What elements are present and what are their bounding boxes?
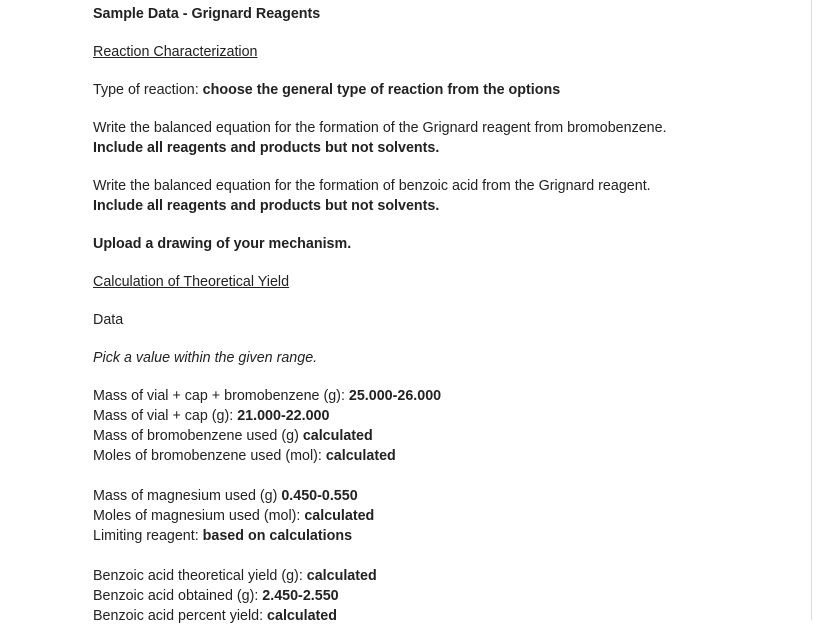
data-row: [93, 506, 793, 526]
benzoic-equation-instruction: Include all reagents and products but not solvents.: [93, 198, 440, 214]
data-row: [93, 486, 793, 506]
data-label: Benzoic acid theoretical yield (g):: [93, 568, 307, 584]
data-row: [93, 406, 793, 426]
data-row: [93, 586, 793, 606]
type-of-reaction-line: [93, 80, 793, 100]
data-row: [93, 526, 793, 546]
section-heading-yield: Calculation of Theoretical Yield: [93, 274, 290, 290]
data-label: Mass of vial + cap + bromobenzene (g):: [93, 388, 349, 404]
upload-mechanism-instruction: Upload a drawing of your mechanism.: [93, 236, 352, 252]
data-label: Benzoic acid obtained (g):: [93, 588, 263, 604]
data-row: [93, 606, 793, 626]
grignard-equation-prompt: Write the balanced equation for the formation of the Grignard reagent from bromobenzene.: [93, 120, 667, 136]
data-row: [93, 566, 793, 586]
data-label: Moles of bromobenzene used (mol):: [93, 448, 326, 464]
data-value: 0.450-0.550: [281, 488, 358, 504]
data-value: 21.000-22.000: [237, 408, 330, 424]
data-value: calculated: [302, 428, 373, 444]
bromobenzene-data-block: [93, 386, 793, 466]
data-value: 2.450-2.550: [262, 588, 339, 604]
type-of-reaction-label: Type of reaction:: [93, 82, 203, 98]
data-value: calculated: [267, 608, 337, 624]
data-value: calculated: [304, 508, 375, 524]
data-label: Mass of magnesium used (g): [93, 488, 282, 504]
section-heading-characterization: Reaction Characterization: [93, 44, 258, 60]
type-of-reaction-value: choose the general type of reaction from the options: [202, 82, 561, 98]
data-row: [93, 386, 793, 406]
grignard-equation-instruction: Include all reagents and products but not solvents.: [93, 140, 440, 156]
data-value: based on calculations: [202, 528, 353, 544]
data-row: [93, 446, 793, 466]
data-label: Mass of bromobenzene used (g): [93, 428, 303, 444]
magnesium-data-block: [93, 486, 793, 546]
pick-value-note: Pick a value within the given range.: [93, 350, 318, 366]
document-title: Sample Data - Grignard Reagents: [93, 6, 321, 22]
data-label: Limiting reagent:: [93, 528, 203, 544]
data-value: 25.000-26.000: [348, 388, 442, 404]
data-label: Moles of magnesium used (mol):: [93, 508, 305, 524]
data-heading: Data: [93, 312, 124, 328]
data-value: calculated: [325, 448, 396, 464]
data-label: Mass of vial + cap (g):: [93, 408, 238, 424]
benzoic-acid-data-block: [93, 566, 793, 626]
benzoic-equation-prompt: Write the balanced equation for the formation of benzoic acid from the Grignard reagent.: [93, 178, 651, 194]
data-value: calculated: [306, 568, 377, 584]
data-label: Benzoic acid percent yield:: [93, 608, 268, 624]
data-row: [93, 426, 793, 446]
document-content: [93, 4, 793, 626]
